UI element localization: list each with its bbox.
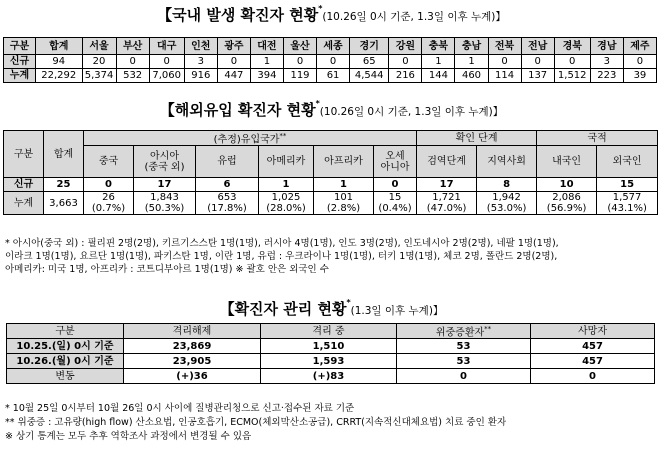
management-row-1026 — [7, 354, 655, 369]
domestic-cell-daegu: 7,060 — [149, 69, 184, 83]
management-header-isolated: 격리 중 — [261, 324, 397, 339]
domestic-table — [3, 37, 657, 83]
overseas-cum-quarantine: 1,721 — [417, 192, 477, 204]
domestic-cell-jeonbuk: 114 — [488, 69, 521, 83]
domestic-cell-gyeongbuk: 0 — [554, 55, 590, 69]
domestic-cell-seoul: 20 — [82, 55, 116, 69]
management-deaths-value: 457 — [531, 339, 655, 354]
overseas-header-quarantine: 검역단계 — [417, 146, 477, 178]
overseas-header-oceania-l1: 오세 — [385, 150, 405, 162]
domestic-header-incheon: 인천 — [184, 38, 217, 55]
domestic-header-gubun: 구분 — [4, 38, 36, 55]
domestic-cell-ulsan: 0 — [283, 55, 316, 69]
domestic-cell-busan: 0 — [116, 55, 149, 69]
overseas-cum-oceania: 15 — [374, 192, 417, 204]
overseas-footnote-line: * 아시아(중국 외) : 필리핀 2명(2명), 키르기스스탄 1명(1명), 러시아 4명(1명), 인도 3명(2명), 인도네시아 2명(2명), 네팔 1명(1명), — [5, 238, 559, 249]
overseas-cum-korean: 2,086 — [537, 192, 597, 204]
management-deaths-change: 0 — [531, 369, 655, 384]
overseas-header-oceania-l2: 아니아 — [380, 161, 410, 173]
overseas-pct-korean: (56.9%) — [537, 203, 597, 215]
management-header-gubun: 구분 — [7, 324, 124, 339]
overseas-pct-community: (53.0%) — [477, 203, 537, 215]
domestic-header-daejeon: 대전 — [250, 38, 283, 55]
domestic-cell-jeonbuk: 0 — [488, 55, 521, 69]
domestic-cell-daejeon: 394 — [250, 69, 283, 83]
management-header-critical-label: 위중증환자 — [435, 327, 485, 339]
domestic-cell-gwangju: 0 — [217, 55, 250, 69]
domestic-cell-jeonnam: 0 — [521, 55, 554, 69]
domestic-cell-chungbuk: 1 — [422, 55, 455, 69]
overseas-header-confirm-stage: 확인 단계 — [417, 131, 537, 146]
management-footnote-line: ※ 상기 통계는 모두 추후 역학조사 과정에서 변경될 수 있음 — [5, 431, 252, 442]
overseas-new-africa: 1 — [314, 178, 374, 192]
domestic-cell-sejong: 0 — [317, 55, 350, 69]
domestic-cell-gwangju: 447 — [217, 69, 250, 83]
domestic-title-mark: * — [318, 4, 323, 13]
overseas-footnote — [5, 237, 559, 276]
overseas-percent-row — [4, 203, 658, 215]
overseas-new-oceania: 0 — [374, 178, 417, 192]
overseas-header-est-country — [84, 131, 417, 146]
management-title-main: 【확진자 관리 현황 — [219, 300, 347, 318]
domestic-cell-sejong: 61 — [317, 69, 350, 83]
overseas-cum-total: 3,663 — [44, 192, 84, 215]
management-header-critical — [397, 324, 531, 339]
overseas-header-america: 아메리카 — [259, 146, 314, 178]
overseas-table — [3, 130, 658, 215]
overseas-pct-europe: (17.8%) — [196, 203, 259, 215]
domestic-cell-jeju: 39 — [623, 69, 656, 83]
management-isolated-value: 1,510 — [261, 339, 397, 354]
domestic-header-busan: 부산 — [116, 38, 149, 55]
domestic-cell-chungnam: 1 — [455, 55, 488, 69]
overseas-new-china: 0 — [84, 178, 134, 192]
domestic-header-daegu: 대구 — [149, 38, 184, 55]
management-footnote-line: * 10월 25일 0시부터 10월 26일 0시 사이에 질병관리청으로 신고·접수된 자료 기준 — [5, 403, 355, 414]
overseas-pct-oceania: (0.4%) — [374, 203, 417, 215]
management-critical-change: 0 — [397, 369, 531, 384]
domestic-header-gangwon: 강원 — [389, 38, 422, 55]
domestic-header-gyeongnam: 경남 — [590, 38, 623, 55]
overseas-title — [0, 99, 663, 120]
management-header-critical-mark: ** — [484, 325, 492, 333]
overseas-new-total: 25 — [44, 178, 84, 192]
domestic-cell-seoul: 5,374 — [82, 69, 116, 83]
overseas-header-asia — [134, 146, 196, 178]
overseas-cum-label: 누계 — [4, 192, 44, 215]
overseas-footnote-line: 이라크 1명(1명), 요르단 1명(1명), 파키스탄 1명, 이란 1명, 유럽 : 우크라이나 1명(1명), 터키 1명(1명), 체코 2명, 폴란드 2명(2명), — [5, 251, 558, 262]
management-title — [0, 298, 663, 319]
management-released-value: 23,905 — [124, 354, 261, 369]
overseas-pct-asia: (50.3%) — [134, 203, 196, 215]
domestic-cell-incheon: 3 — [184, 55, 217, 69]
domestic-header-total: 합계 — [36, 38, 82, 55]
domestic-cell-gubun: 신규 — [4, 55, 36, 69]
overseas-header-gubun: 구분 — [4, 131, 44, 178]
overseas-cumulative-row — [4, 192, 658, 204]
domestic-title-sub: (10.26일 0시 기준, 1.3일 이후 누계)】 — [322, 11, 506, 23]
overseas-header-foreigner: 외국인 — [597, 146, 658, 178]
management-footnote-line: ** 위중증 : 고유량(high flow) 산소요법, 인공호흡기, ECMO(체외막산소공급), CRRT(지속적신대체요법) 치료 중인 환자 — [5, 417, 507, 428]
overseas-footnote-line: 아메리카: 미국 1명, 아프리카 : 코트디부아르 1명(1명) ※ 괄호 안은 외국인 수 — [5, 264, 329, 275]
domestic-header-chungnam: 충남 — [455, 38, 488, 55]
management-released-change: (+)36 — [124, 369, 261, 384]
management-header-row — [7, 324, 655, 339]
overseas-sub-header-row — [4, 146, 658, 178]
domestic-cell-daejeon: 1 — [250, 55, 283, 69]
domestic-cell-gangwon: 216 — [389, 69, 422, 83]
overseas-header-china: 중국 — [84, 146, 134, 178]
management-isolated-change: (+)83 — [261, 369, 397, 384]
domestic-cell-incheon: 916 — [184, 69, 217, 83]
domestic-header-jeonbuk: 전북 — [488, 38, 521, 55]
domestic-cell-gyeongnam: 3 — [590, 55, 623, 69]
overseas-new-label: 신규 — [4, 178, 44, 192]
overseas-cum-china: 26 — [84, 192, 134, 204]
overseas-header-korean: 내국인 — [537, 146, 597, 178]
overseas-group-header-row — [4, 131, 658, 146]
domestic-cell-gubun: 누계 — [4, 69, 36, 83]
domestic-header-gyeonggi: 경기 — [350, 38, 389, 55]
overseas-header-oceania — [374, 146, 417, 178]
overseas-header-africa: 아프리카 — [314, 146, 374, 178]
overseas-new-row — [4, 178, 658, 192]
domestic-cumulative-row — [4, 69, 657, 83]
domestic-cell-gyeonggi: 65 — [350, 55, 389, 69]
overseas-header-est-country-label: (추정)유입국가 — [213, 134, 280, 146]
overseas-new-foreigner: 15 — [597, 178, 658, 192]
management-row-label: 10.25.(일) 0시 기준 — [7, 339, 124, 354]
domestic-header-sejong: 세종 — [317, 38, 350, 55]
overseas-new-asia: 17 — [134, 178, 196, 192]
overseas-pct-quarantine: (47.0%) — [417, 203, 477, 215]
overseas-cum-america: 1,025 — [259, 192, 314, 204]
domestic-cell-total: 22,292 — [36, 69, 82, 83]
overseas-header-est-country-mark: ** — [279, 132, 287, 140]
overseas-cum-europe: 653 — [196, 192, 259, 204]
domestic-cell-chungnam: 460 — [455, 69, 488, 83]
management-footnote — [5, 402, 506, 444]
management-isolated-value: 1,593 — [261, 354, 397, 369]
domestic-cell-gangwon: 0 — [389, 55, 422, 69]
domestic-cell-gyeonggi: 4,544 — [350, 69, 389, 83]
overseas-header-asia-l2: (중국 외) — [144, 161, 185, 173]
domestic-cell-jeju: 0 — [623, 55, 656, 69]
management-row-label: 10.26.(월) 0시 기준 — [7, 354, 124, 369]
management-title-mark: * — [346, 298, 351, 307]
overseas-header-community: 지역사회 — [477, 146, 537, 178]
overseas-new-korean: 10 — [537, 178, 597, 192]
management-header-released: 격리해제 — [124, 324, 261, 339]
domestic-header-ulsan: 울산 — [283, 38, 316, 55]
domestic-cell-daegu: 0 — [149, 55, 184, 69]
domestic-cell-jeonnam: 137 — [521, 69, 554, 83]
overseas-header-total: 합계 — [44, 131, 84, 178]
domestic-header-row — [4, 38, 657, 55]
overseas-title-sub: (10.26일 0시 기준, 1.3일 이후 누계)】 — [319, 106, 504, 118]
domestic-header-jeonnam: 전남 — [521, 38, 554, 55]
management-title-sub: (1.3일 이후 누계)】 — [350, 305, 444, 317]
management-row-1025 — [7, 339, 655, 354]
domestic-header-chungbuk: 충북 — [422, 38, 455, 55]
overseas-pct-china: (0.7%) — [84, 203, 134, 215]
domestic-cell-ulsan: 119 — [283, 69, 316, 83]
overseas-pct-africa: (2.8%) — [314, 203, 374, 215]
overseas-title-mark: * — [315, 99, 320, 108]
overseas-new-europe: 6 — [196, 178, 259, 192]
management-change-row — [7, 369, 655, 384]
management-deaths-value: 457 — [531, 354, 655, 369]
overseas-title-main: 【해외유입 확진자 현황 — [159, 101, 316, 119]
management-released-value: 23,869 — [124, 339, 261, 354]
overseas-new-quarantine: 17 — [417, 178, 477, 192]
overseas-new-community: 8 — [477, 178, 537, 192]
management-critical-value: 53 — [397, 339, 531, 354]
domestic-cell-total: 94 — [36, 55, 82, 69]
overseas-pct-america: (28.0%) — [259, 203, 314, 215]
overseas-cum-community: 1,942 — [477, 192, 537, 204]
domestic-header-jeju: 제주 — [623, 38, 656, 55]
management-critical-value: 53 — [397, 354, 531, 369]
domestic-cell-gyeongbuk: 1,512 — [554, 69, 590, 83]
domestic-cell-gyeongnam: 223 — [590, 69, 623, 83]
overseas-new-america: 1 — [259, 178, 314, 192]
overseas-cum-asia: 1,843 — [134, 192, 196, 204]
management-table — [6, 323, 655, 384]
management-row-label: 변동 — [7, 369, 124, 384]
domestic-new-row — [4, 55, 657, 69]
domestic-title — [0, 4, 663, 25]
domestic-header-gwangju: 광주 — [217, 38, 250, 55]
domestic-cell-chungbuk: 144 — [422, 69, 455, 83]
domestic-cell-busan: 532 — [116, 69, 149, 83]
management-header-deaths: 사망자 — [531, 324, 655, 339]
domestic-header-gyeongbuk: 경북 — [554, 38, 590, 55]
overseas-pct-foreigner: (43.1%) — [597, 203, 658, 215]
overseas-cum-africa: 101 — [314, 192, 374, 204]
overseas-header-asia-l1: 아시아 — [150, 150, 179, 162]
domestic-title-main: 【국내 발생 확진자 현황 — [157, 6, 319, 24]
overseas-header-nationality: 국적 — [537, 131, 658, 146]
domestic-header-seoul: 서울 — [82, 38, 116, 55]
overseas-header-europe: 유럽 — [196, 146, 259, 178]
overseas-cum-foreigner: 1,577 — [597, 192, 658, 204]
